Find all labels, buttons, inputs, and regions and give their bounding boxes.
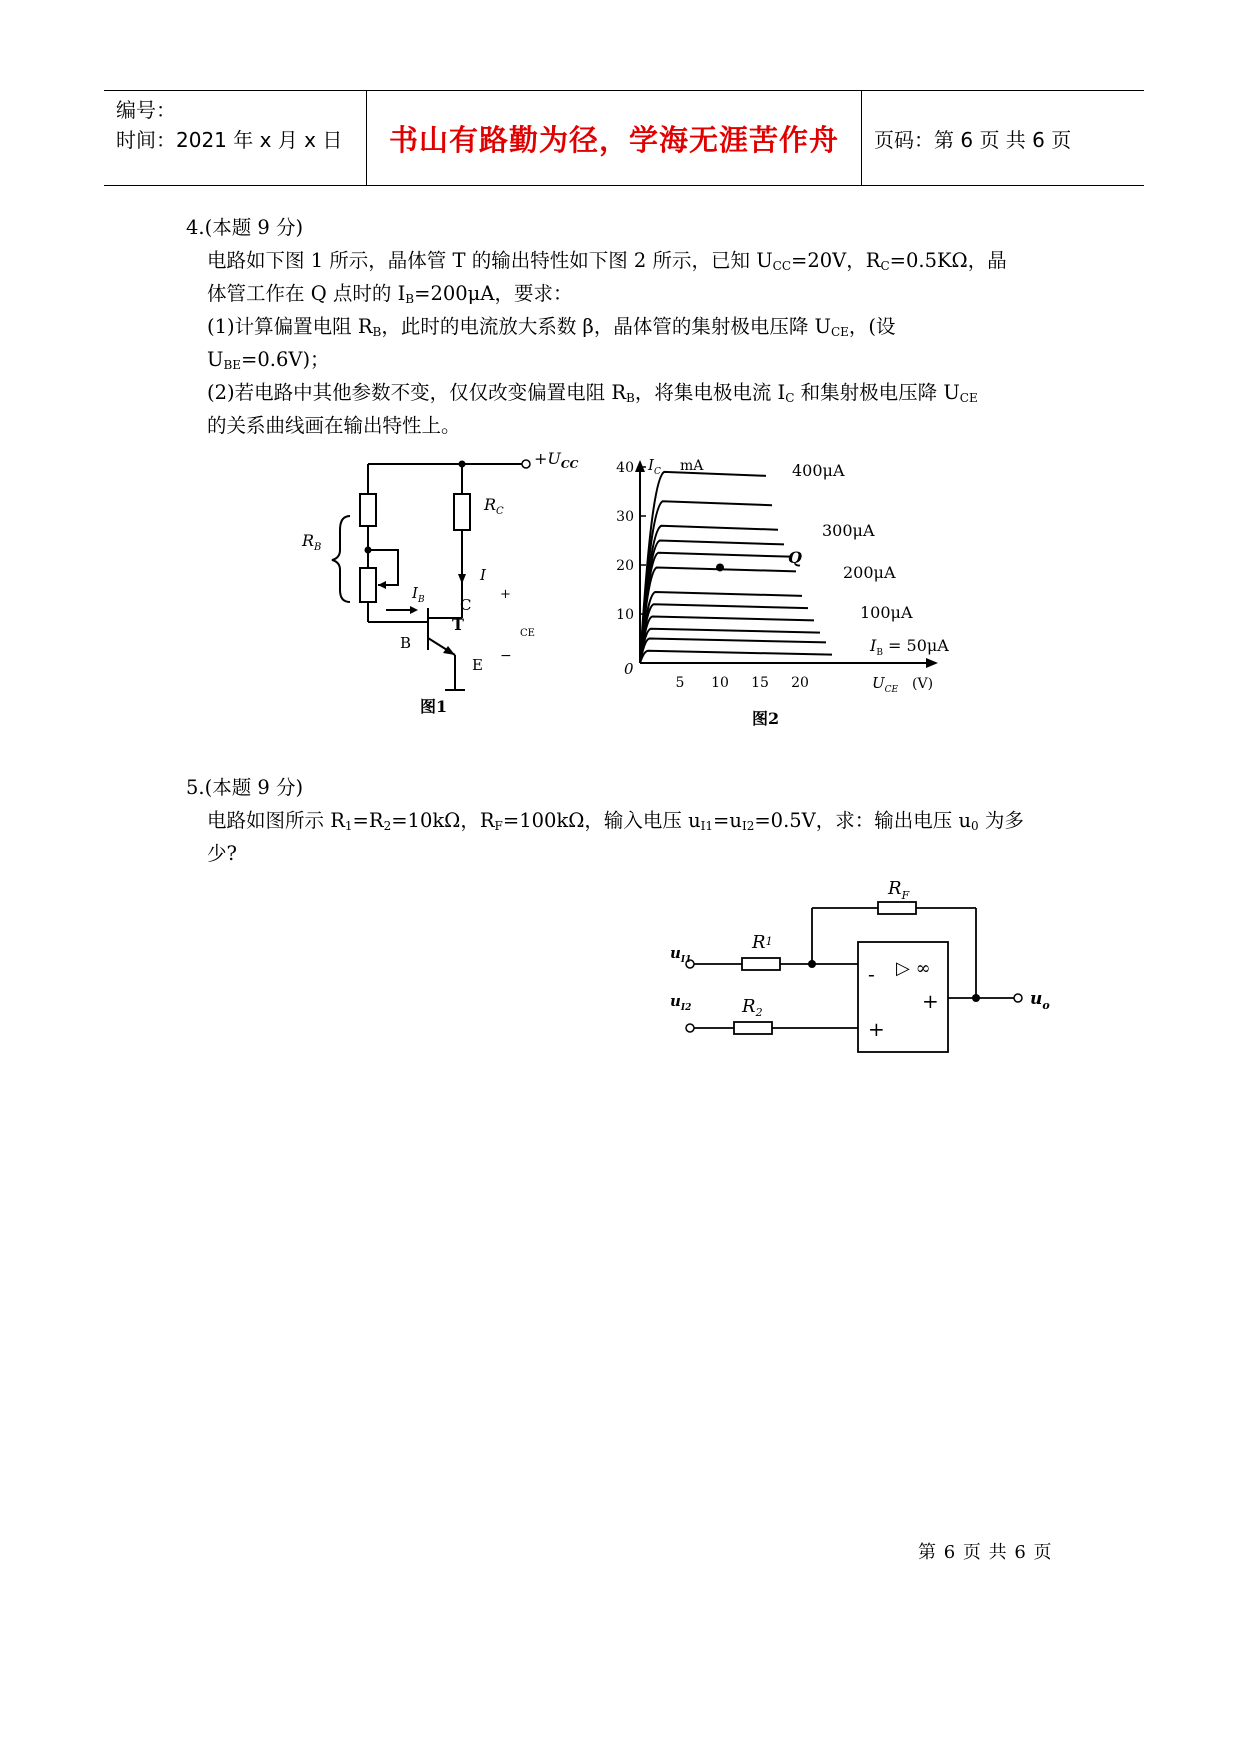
curve-label-50: $I_B = 50\mu A$ [870, 636, 949, 658]
label-vcc: $+U_{CC}$ [534, 450, 579, 471]
header-left [116, 95, 342, 155]
y-tick-label: 20 [616, 558, 634, 574]
curve-label-200: 200μA [843, 563, 896, 582]
q5-line1: 电路如图所示 $R_1=R_2=10k\Omega$，$R_F=100k\Omega$，输入电压 $u_{I1}=u_{I2}=0.5V$，求：输出电压 $u_0$ 为多 [207, 809, 1024, 833]
q4-line3: (1)计算偏置电阻 $R_B$，此时的电流放大系数 β，晶体管的集射极电压降 $U_{CE}$，(设 [207, 315, 896, 339]
label-c: C [460, 596, 472, 614]
figure-3-opamp [670, 868, 1070, 1068]
header-motto: 书山有路勤为径，学海无涯苦作舟 [388, 122, 839, 157]
figure-1-caption: 图1 [420, 697, 448, 716]
y-axis-unit: mA [680, 458, 704, 474]
x-tick-label: 5 [675, 675, 685, 691]
q4-line5: (2)若电路中其他参数不变，仅仅改变偏置电阻 $R_B$，将集电极电流 $I_C$ 和集射极电压降 $U_{CE}$ [207, 381, 978, 405]
curve-label-300: 300μA [822, 521, 875, 540]
figure-1-circuit [290, 450, 590, 720]
y-tick-label: 40 [616, 460, 634, 476]
label-t: T [452, 615, 464, 634]
label-rb: $R_B$ [302, 531, 322, 553]
curve-label-100: 100μA [860, 603, 913, 622]
ib-curve [640, 541, 784, 664]
label-plus-input: + [868, 1017, 885, 1041]
x-tick-label: 20 [791, 675, 809, 691]
x-tick-label: 15 [751, 675, 769, 691]
y-axis-label: $I_C$ [648, 456, 661, 477]
q4-heading: 4.(本题 9 分) [186, 216, 304, 239]
q5-heading: 5.(本题 9 分) [186, 776, 304, 799]
y-tick-label: 30 [616, 509, 634, 525]
label-rc: $R_C$ [484, 495, 504, 517]
time-label: 时间：2021 年 x 月 x 日 [116, 128, 343, 152]
label-plus: + [500, 587, 511, 602]
header-divider [861, 91, 862, 185]
q4-line2: 体管工作在 Q 点时的 $I_B=200\mu A$，要求： [207, 282, 573, 306]
figure-2-chart [610, 448, 950, 708]
label-uo: $u_o$ [1030, 989, 1050, 1012]
q4-line1: 电路如下图 1 所示，晶体管 T 的输出特性如下图 2 所示，已知 $U_{CC}=20V$，$R_C=0.5K\Omega$，晶 [207, 249, 1007, 273]
label-u11: $u_{I1}$ [670, 944, 692, 965]
q-label: Q [788, 548, 802, 567]
q-point [716, 563, 724, 571]
label-r1: R1 [752, 932, 773, 953]
ib-curve [640, 629, 820, 663]
label-e: E [472, 656, 483, 674]
q4-line4: $U_{BE}=0.6V$)； [207, 348, 330, 372]
amp-symbol: ▷ ∞ [896, 958, 931, 979]
y-tick-label: 10 [616, 607, 634, 623]
ib-curves [640, 472, 832, 663]
q5-line2: 少? [207, 842, 237, 865]
page-footer: 第 6 页 共 6 页 [918, 1542, 1053, 1563]
label-b: B [400, 634, 412, 652]
label-plus-output: + [922, 989, 939, 1013]
x-axis-label: $U_{CE}$ [872, 674, 899, 695]
x-tick-label: 10 [711, 675, 729, 691]
ib-curve [640, 567, 796, 663]
label-rf: $R_F$ [888, 878, 910, 902]
curve-label-400: 400μA [792, 461, 845, 480]
x-ticks [676, 675, 809, 691]
label-ce: CE [520, 628, 535, 639]
ib-curve [640, 651, 832, 663]
header-page-info: 页码：第 6 页 共 6 页 [874, 127, 1072, 152]
page-header [104, 90, 1144, 186]
q4-line6: 的关系曲线画在输出特性上。 [207, 414, 461, 437]
y-ticks [616, 460, 646, 623]
label-minus: − [500, 648, 512, 664]
label-ic: I [480, 566, 486, 584]
label-ib: $I_B$ [412, 584, 425, 605]
number-label: 编号： [116, 98, 176, 122]
header-divider [366, 91, 367, 185]
label-minus-input: - [868, 962, 875, 986]
label-r2: $R_2$ [742, 996, 763, 1019]
origin-label: 0 [624, 660, 634, 678]
label-u12: $u_{I2}$ [670, 992, 692, 1013]
x-axis-unit: (V) [912, 676, 934, 692]
figure-2-caption: 图2 [752, 709, 780, 728]
